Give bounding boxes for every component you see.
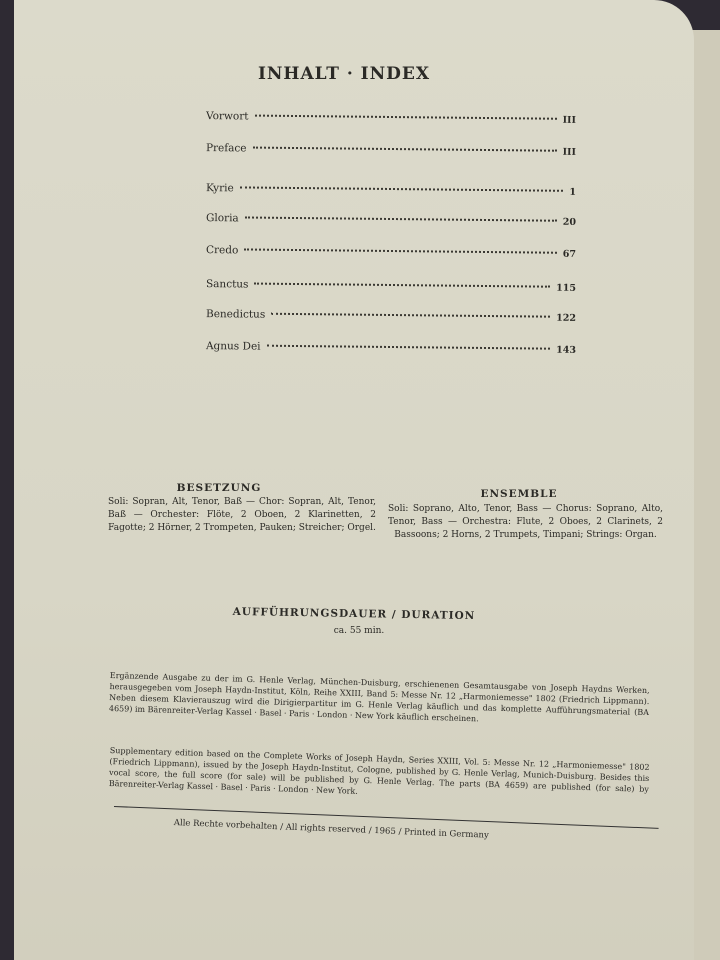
toc-entry-page: 115 xyxy=(556,282,577,294)
toc-entry xyxy=(206,278,576,294)
besetzung-text: Soli: Sopran, Alt, Tenor, Baß — Chor: Sopran, Alt, Tenor, Baß — Orchester: Flöte, 2 Oboen, 2 Klarinetten, 2 Fagotte; 2 Hörner, 2 Trompeten, Pauken; Streicher; Orgel. xyxy=(108,497,376,533)
toc-entry-label: Vorwort xyxy=(205,110,249,123)
besetzung-heading: BESETZUNG xyxy=(176,482,262,494)
document-page xyxy=(14,0,694,960)
toc-entry xyxy=(206,212,576,228)
toc-entry xyxy=(206,142,576,158)
toc-entry-label: Preface xyxy=(205,142,247,155)
toc-entry-page: 20 xyxy=(562,216,577,228)
toc-entry-label: Benedictus xyxy=(205,308,266,321)
toc-entry-label: Gloria xyxy=(205,212,239,225)
leader-dots xyxy=(245,216,557,221)
leader-dots xyxy=(244,248,556,253)
toc-entry-page: 143 xyxy=(556,344,577,356)
toc-entry xyxy=(206,182,576,198)
ensemble-text: Soli: Soprano, Alto, Tenor, Bass — Chorus: Soprano, Alto, Tenor, Bass — Orchestra: Flute, 2 Oboes, 2 Clarinets, 2 Bassoons; 2 Horns, 2 Trumpets, Timpani; Strings: Organ. xyxy=(388,504,663,540)
toc-entry-label: Kyrie xyxy=(205,182,234,195)
leader-dots xyxy=(271,313,550,318)
toc-entry-label: Agnus Dei xyxy=(205,340,261,353)
leader-dots xyxy=(240,186,564,191)
toc-entry-page: 67 xyxy=(562,248,577,260)
toc-entry xyxy=(206,340,576,356)
toc-entry xyxy=(206,244,576,260)
copyright-line: Alle Rechte vorbehalten / All rights reserved / 1965 / Printed in Germany xyxy=(173,818,489,841)
toc-entry-page: III xyxy=(562,146,577,158)
toc-entry-page: 1 xyxy=(569,186,577,198)
toc-entry xyxy=(206,308,576,324)
leader-dots xyxy=(255,115,557,120)
duration-value: ca. 55 min. xyxy=(333,626,385,636)
toc-entry-page: III xyxy=(562,114,577,126)
toc-entry-label: Sanctus xyxy=(205,278,249,291)
toc-entry-label: Credo xyxy=(205,244,239,257)
toc-entry-page: 122 xyxy=(556,312,577,324)
toc-entry xyxy=(206,110,576,126)
ensemble-heading: ENSEMBLE xyxy=(480,488,558,500)
leader-dots xyxy=(267,345,551,350)
duration-heading: AUFFÜHRUNGSDAUER / DURATION xyxy=(232,605,476,623)
leader-dots xyxy=(253,147,557,152)
note-english: Supplementary edition based on the Complete Works of Joseph Haydn, Series XXIII, Vol. 5: Messe Nr. 12 „Harmoniemesse" 1802 (Friedrich Lippmann), issued by the Joseph Haydn-Institut, Cologne, published by G. Henle Verlag, Munich-Duisburg. Besides this vocal score, the full score (for sale) will be published by G. Henle Verlag. The parts (BA 4659) are published (for sale) by Bärenreiter-Verlag Kassel · Basel · Paris · London · New York. xyxy=(108,745,650,796)
page-title: INHALT · INDEX xyxy=(257,64,431,84)
note-german: Ergänzende Ausgabe zu der im G. Henle Verlag, München-Duisburg, erschienenen Gesamtausgabe von Joseph Haydns Werken, herausgegeben vom Joseph Haydn-Institut, Köln, Reihe XXIII, Band 5: Messe Nr. 12 „Harmoniemesse" 1802 (Friedrich Lippmann). Neben diesem Klavierauszug wird die Dirigierpartitur im G. Henle Verlag käuflich und das komplette Aufführungsmaterial (BA 4659) im Bärenreiter-Verlag Kassel · Basel · Paris · London · New York käuflich erscheinen. xyxy=(108,670,650,724)
leader-dots xyxy=(254,283,550,288)
